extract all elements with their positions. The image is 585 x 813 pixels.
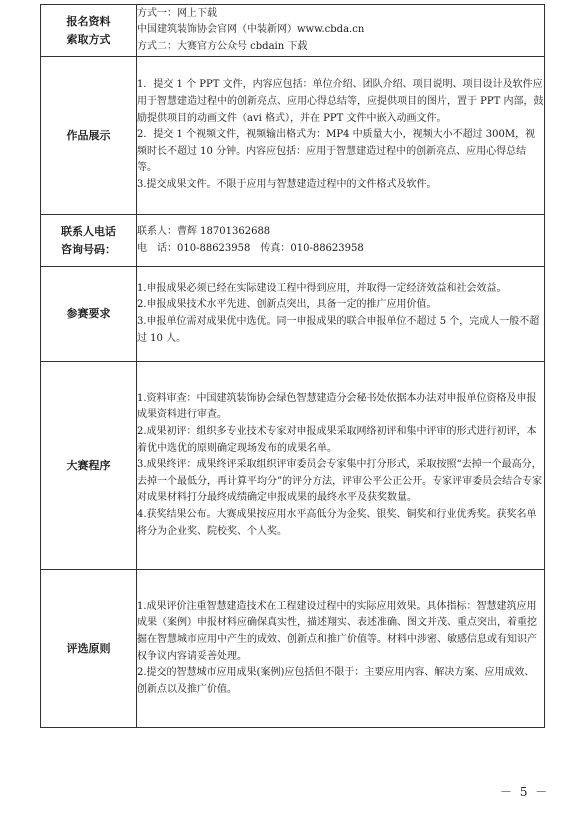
body-line: 1.成果评价注重智慧建造技术在工程建设过程中的实际应用效果。具体指标：智慧建筑应用成果（案例）申报材料应确保真实性，描述翔实、表述准确、图文并茂、重点突出，着重挖掘在智慧城市应用中产生的成效、创新点和推广价值等。材料中涉密、敏感信息或有知识产权争议内容请妥善处理。: [137, 600, 537, 662]
header-line: 咨询号码：: [61, 242, 116, 256]
body-line: 2.成果初评：组织多专业技术专家对申报成果采取网络初评和集中评审的形式进行初评，本着优中选优的原则确定现场发布的成果名单。: [137, 426, 537, 454]
requirements-table: [40, 4, 545, 728]
header-line: 参赛要求: [66, 307, 111, 320]
row-header-eligibility: [41, 267, 137, 362]
header-line: 报名资料: [66, 14, 111, 28]
body-line: 1.申报成果必须已经在实际建设工程中得到应用，并取得一定经济效益和社会效益。: [137, 282, 507, 294]
body-line: 电 话：010-88623958 传真：010-88623958: [137, 242, 364, 254]
table-row-submission: [41, 57, 545, 215]
row-body-submission: [137, 57, 545, 215]
body-line: 1．提交 1 个 PPT 文件，内容应包括：单位介绍、团队介绍、项目说明、项目设计及软件应用于智慧建造过程中的创新亮点、应用心得总结等，应提供项目的图片，置于 PPT 内部，鼓励提供项目的动画文件（avi 格式），并在 PPT 文件中嵌入动画文件。: [137, 79, 544, 124]
row-header-criteria: [41, 570, 137, 728]
table-row-criteria: [41, 570, 545, 728]
header-line: 联系人电话: [61, 224, 116, 238]
row-body-contact: [137, 215, 545, 267]
body-line: 2．提交 1 个视频文件，视频输出格式为：MP4 中质量大小，视频大小不超过 300M，视频时长不超过 10 分钟。内容应包括：应用于智慧建造过程中的创新亮点、应用心得总结等。: [137, 129, 536, 174]
row-body-criteria: [137, 570, 545, 728]
header-line: 评选原则: [66, 641, 111, 655]
row-header-submission: [41, 57, 137, 215]
table-row-procedure: [41, 362, 545, 570]
table-row-eligibility: [41, 267, 545, 362]
body-line: 1.资料审查：中国建筑装饰协会绿色智慧建造分会秘书处依据本办法对申报单位资格及申报成果资料进行审查。: [137, 392, 537, 421]
header-line: 作品展示: [66, 128, 111, 142]
row-body-eligibility: [137, 267, 545, 362]
body-line: 方式二：大赛官方公众号 cbdain 下载: [137, 40, 308, 52]
table-row-registration: [41, 5, 545, 57]
body-line: 3.成果终评：成果终评采取组织评审委员会专家集中打分形式，采取按照“去掉一个最高分，去掉一个最低分，再计算平均分”的评分方法，评审公平公正公开。专家评审委员会结合专家对成果材料打分最终成绩确定申报成果的最终水平及获奖数量。: [137, 459, 543, 504]
page-number: － 5 －: [500, 785, 550, 799]
body-line: 3.提交成果文件。不限于应用与智慧建造过程中的文件格式及软件。: [137, 178, 437, 190]
row-header-contact: [41, 215, 137, 267]
body-line: 2.申报成果技术水平先进、创新点突出，具备一定的推广应用价值。: [137, 299, 437, 311]
row-body-registration: [137, 5, 545, 57]
body-line: 4.获奖结果公布。大赛成果按应用水平高低分为金奖、银奖、铜奖和行业优秀奖。获奖名单将分为企业奖、院校奖、个人奖。: [137, 508, 537, 537]
row-header-procedure: [41, 362, 137, 570]
row-header-registration: [41, 5, 137, 57]
row-body-procedure: [137, 362, 545, 570]
header-line: 大赛程序: [66, 458, 111, 472]
body-line: 2.提交的智慧城市应用成果(案例)应包括但不限于：主要应用内容、解决方案、应用成效、创新点以及推广价值。: [137, 667, 535, 695]
table-row-contact: [41, 215, 545, 267]
body-line: 联系人：曹辉 18701362688: [137, 225, 271, 237]
body-line: 方式一：网上下载: [137, 7, 217, 19]
body-line: 中国建筑装饰协会官网（中装新网）www.cbda.cn: [137, 24, 365, 36]
body-line: 3.申报单位需对成果优中选优。同一申报成果的联合申报单位不超过 5 个，完成人一般不超过 10 人。: [137, 316, 540, 344]
header-line: 索取方式: [66, 32, 111, 46]
